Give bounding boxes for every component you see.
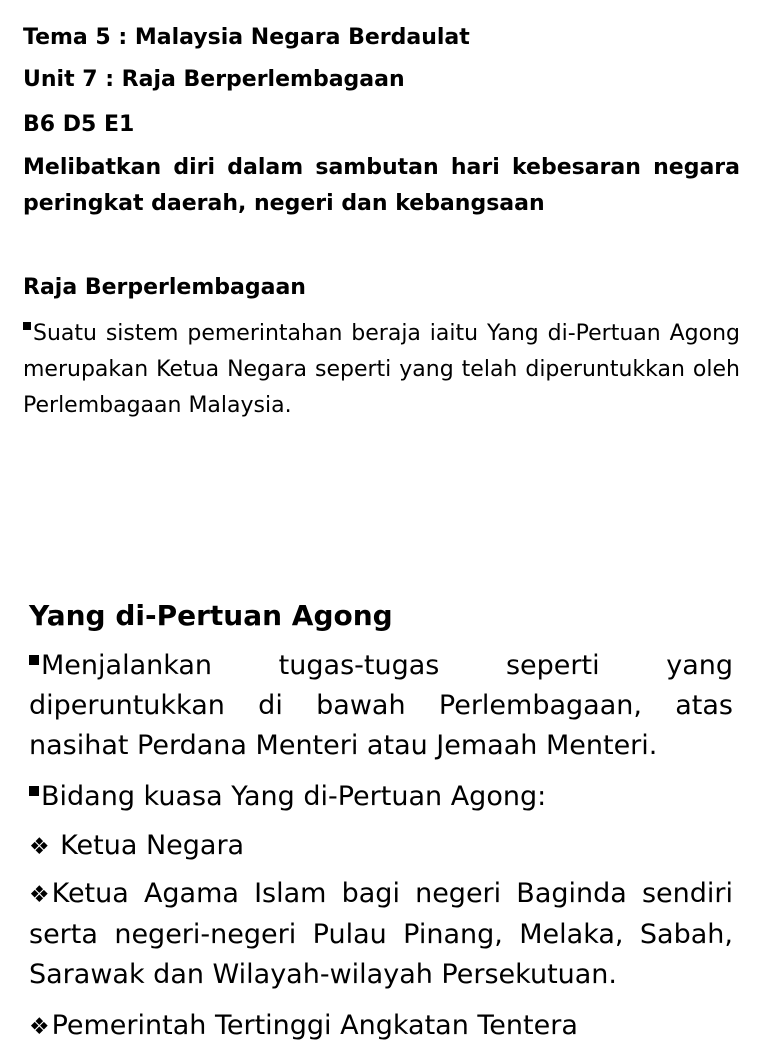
list-item-text: Ketua Negara (51, 830, 245, 861)
duties-text: Menjalankan tugas-tugas seperti yang diperuntukkan di bawah Perlembagaan, atas nasihat Perdana Menteri atau Jemaah Menteri. (29, 650, 733, 761)
list-item-text: Pemerintah Tertinggi Angkatan Tentera (51, 1010, 578, 1041)
slide-heading: Yang di-Pertuan Agong (29, 599, 393, 632)
list-item (29, 874, 733, 995)
diamond-bullet-icon: ❖ (29, 834, 50, 860)
square-bullet-icon (29, 786, 39, 796)
list-item (29, 826, 733, 867)
standard-code: B6 D5 E1 (23, 112, 135, 137)
learning-objective: Melibatkan diri dalam sambutan hari kebesaran negara peringkat daerah, negeri dan kebangsaan (23, 155, 740, 216)
definition-text: Suatu sistem pemerintahan beraja iaitu Yang di-Pertuan Agong merupakan Ketua Negara seperti yang telah diperuntukkan oleh Perlembagaan Malaysia. (23, 321, 740, 418)
square-bullet-icon (23, 322, 31, 330)
diamond-bullet-icon: ❖ (29, 882, 50, 908)
square-bullet-icon (29, 655, 39, 665)
unit-title: Unit 7 : Raja Berperlembagaan (23, 67, 405, 92)
section-heading: Raja Berperlembagaan (23, 275, 306, 300)
diamond-bullet-icon: ❖ (29, 1014, 50, 1040)
bullet-paragraph (29, 777, 733, 817)
powers-intro-text: Bidang kuasa Yang di-Pertuan Agong: (41, 781, 547, 812)
definition-paragraph (23, 316, 740, 424)
list-item (29, 1006, 733, 1047)
list-item-text: Ketua Agama Islam bagi negeri Baginda sendiri serta negeri-negeri Pulau Pinang, Melaka, Sabah, Sarawak dan Wilayah-wilayah Persekutuan. (29, 878, 733, 990)
theme-title: Tema 5 : Malaysia Negara Berdaulat (23, 25, 470, 50)
bullet-paragraph (29, 646, 733, 766)
